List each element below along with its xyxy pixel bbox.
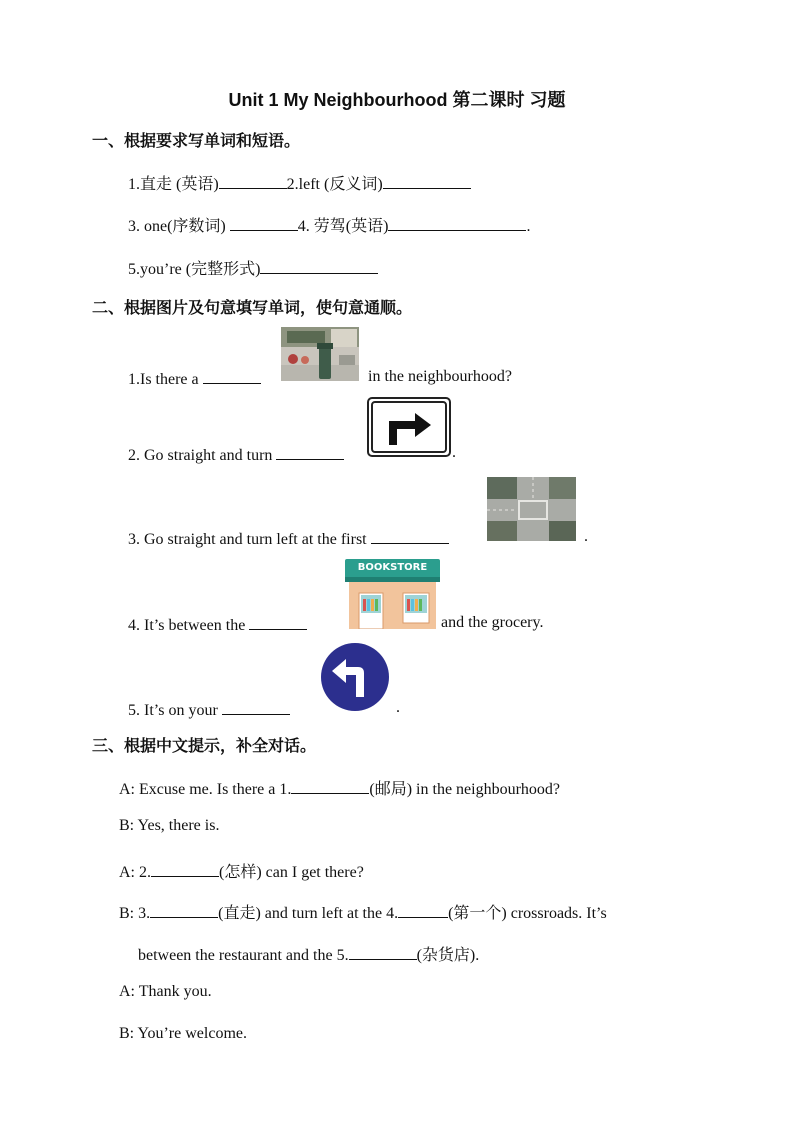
section1-heading: 一、根据要求写单词和短语。 (92, 131, 301, 150)
s2-q4-blank[interactable] (249, 614, 307, 630)
s2-q5-text-a: 5. It’s on your (128, 702, 222, 719)
d4-text-c: (第一个) crossroads. It’s (448, 905, 607, 922)
dialogue-line-7: B: You’re welcome. (119, 1025, 247, 1042)
s1-q4-text: 4. 劳驾(英语) (297, 218, 389, 235)
s2-q5-blank[interactable] (222, 699, 290, 715)
dialogue-line-3 (119, 859, 364, 882)
s1-question-row-2 (128, 213, 530, 236)
d3-text-b: (怎样) can I get there? (219, 864, 364, 881)
dialogue-line-4 (119, 900, 607, 923)
d4-blank-3[interactable] (150, 902, 218, 918)
s2-q1-text-a: 1.Is there a (128, 371, 203, 388)
s1-q4-end: . (526, 218, 531, 235)
bookstore-sign-text: BOOKSTORE (357, 562, 428, 573)
s2-q2-text-b: . (452, 444, 456, 461)
d5-blank[interactable] (349, 944, 417, 960)
d5-text-b: (杂货店). (416, 947, 480, 964)
d3-text-a: A: 2. (119, 864, 151, 881)
section3-heading: 三、根据中文提示，补全对话。 (92, 736, 317, 755)
s1-q1-text: 1.直走 (英语) (128, 176, 219, 193)
s2-q4-text-a: 4. It’s between the (128, 617, 250, 634)
s1-q4-blank[interactable] (388, 215, 526, 231)
d4-text-b: (直走) and turn left at the 4. (218, 905, 399, 922)
left-turn-sign-icon (316, 641, 394, 713)
s1-question-row-1 (128, 171, 471, 194)
s2-q1-blank[interactable] (203, 368, 261, 384)
s1-q3-blank[interactable] (230, 215, 298, 231)
s2-q4-text-b: and the grocery. (441, 614, 544, 631)
s1-q1-blank[interactable] (219, 173, 287, 189)
dialogue-line-2: B: Yes, there is. (119, 817, 220, 834)
d4-blank-4[interactable] (398, 902, 448, 918)
s2-q4 (128, 614, 307, 635)
crossroads-photo-icon (487, 477, 576, 541)
d3-blank[interactable] (151, 861, 219, 877)
s1-q3-text: 3. one(序数词) (128, 218, 230, 235)
dialogue-line-6: A: Thank you. (119, 983, 212, 1000)
s2-q3-text-b: . (584, 528, 588, 545)
d5-text-a: between the restaurant and the 5. (138, 947, 349, 964)
s2-q1 (128, 368, 261, 389)
dialogue-line-5 (138, 942, 479, 965)
s1-q5-blank[interactable] (260, 258, 378, 274)
s1-q2-blank[interactable] (383, 173, 471, 189)
s2-q3 (128, 528, 449, 549)
s2-q2-blank[interactable] (276, 444, 344, 460)
s1-question-row-3 (128, 256, 378, 279)
d1-text-a: A: Excuse me. Is there a 1. (119, 781, 292, 798)
s2-q3-blank[interactable] (371, 528, 449, 544)
bookstore-icon (345, 559, 440, 629)
page-title: Unit 1 My Neighbourhood 第二课时 习题 (228, 90, 566, 110)
s2-q2-text-a: 2. Go straight and turn (128, 447, 277, 464)
d1-text-b: (邮局) in the neighbourhood? (369, 781, 561, 798)
s1-q5-text: 5.you’re (完整形式) (128, 261, 261, 278)
post-office-photo-icon (281, 327, 359, 381)
right-turn-sign-icon (367, 397, 451, 457)
s2-q3-text-a: 3. Go straight and turn left at the first (128, 531, 371, 548)
s2-q5-text-b: . (396, 699, 400, 716)
s1-q2-text: 2.left (反义词) (286, 176, 383, 193)
section2-heading: 二、根据图片及句意填写单词，使句意通顺。 (92, 298, 413, 317)
s2-q1-text-b: in the neighbourhood? (368, 368, 512, 385)
s2-q2 (128, 444, 344, 465)
s2-q5 (128, 699, 290, 720)
d4-text-a: B: 3. (119, 905, 151, 922)
d1-blank[interactable] (291, 778, 369, 794)
dialogue-line-1 (119, 776, 560, 799)
